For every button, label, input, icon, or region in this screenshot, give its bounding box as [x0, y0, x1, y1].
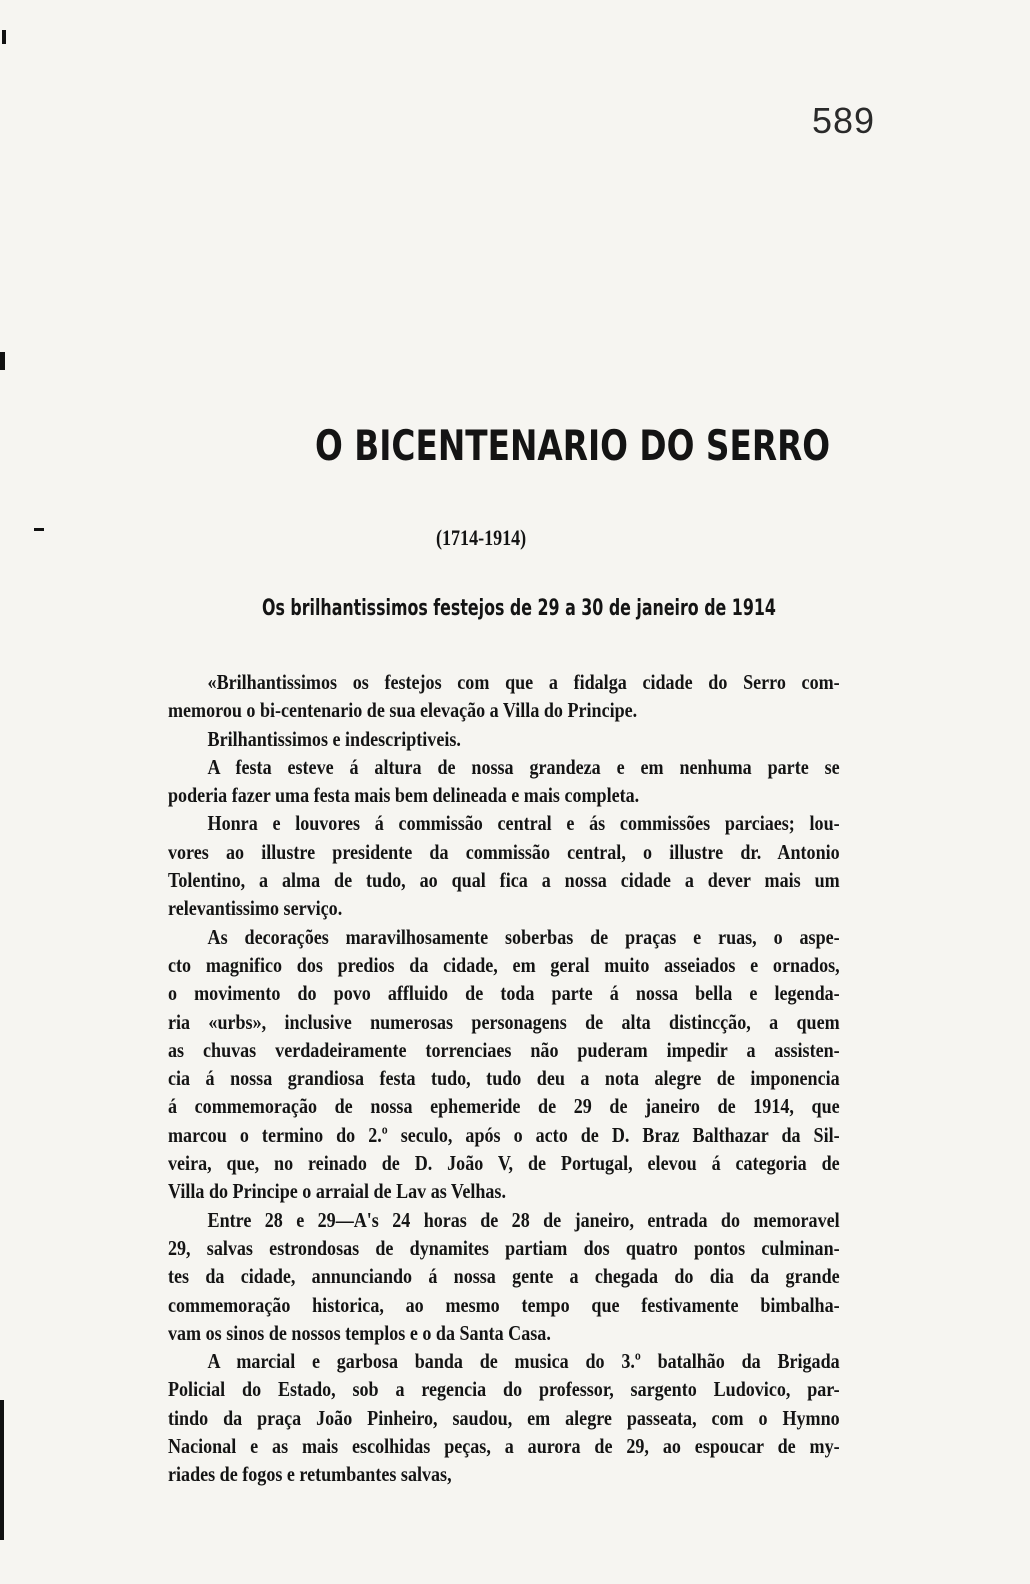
text-line: commemoração historica, ao mesmo tempo que festivamente bimbalha-: [168, 1292, 840, 1317]
text-line: Brilhantissimos e indescriptiveis.: [207, 726, 461, 751]
text-line: riades de fogos e retumbantes salvas,: [168, 1462, 452, 1487]
text-line: poderia fazer uma festa mais bem delineada e mais completa.: [168, 783, 640, 808]
text-line: vam os sinos de nossos templos e o da Santa Casa.: [168, 1320, 551, 1345]
text-line: 29, salvas estrondosas de dynamites partiam dos quatro pontos culminan-: [168, 1235, 840, 1260]
text-line: veira, que, no reinado de D. João V, de Portugal, elevou á categoria de: [168, 1151, 840, 1176]
text-line: as chuvas verdadeiramente torrenciaes não puderam impedir a assisten-: [168, 1037, 840, 1062]
text-line: A marcial e garbosa banda de musica do 3.º batalhão da Brigada: [207, 1349, 840, 1374]
text-line: cto magnifico dos predios da cidade, em geral muito asseiados e ornados,: [168, 952, 840, 977]
scan-mark: [34, 528, 44, 531]
text-line: Tolentino, a alma de tudo, ao qual fica a nossa cidade a dever mais um: [168, 868, 840, 893]
article-years: (1714-1914): [436, 525, 527, 550]
text-line: á commemoração de nossa ephemeride de 29 de janeiro de 1914, que: [168, 1094, 840, 1119]
text-line: Villa do Principe o arraial de Lav as Velhas.: [168, 1179, 506, 1204]
text-line: o movimento do povo affluido de toda parte á nossa bella e legenda-: [168, 981, 840, 1006]
scan-mark: [0, 1400, 4, 1540]
text-line: memorou o bi-centenario de sua elevação a Villa do Principe.: [168, 698, 638, 723]
article-subtitle: Os brilhantissimos festejos de 29 a 30 de janeiro de 1914: [262, 596, 776, 621]
text-line: As decorações maravilhosamente soberbas de praças e ruas, o aspe-: [207, 924, 840, 949]
article-body: [168, 668, 840, 1489]
text-line: A festa esteve á altura de nossa grandeza e em nenhuma parte se: [207, 754, 840, 779]
text-line: marcou o termino do 2.º seculo, após o acto de D. Braz Balthazar da Sil-: [168, 1122, 840, 1147]
text-line: cia á nossa grandiosa festa tudo, tudo deu a nota alegre de imponencia: [168, 1066, 840, 1091]
scan-mark: [0, 352, 5, 370]
text-line: Nacional e as mais escolhidas peças, a aurora de 29, ao espoucar de my-: [168, 1434, 840, 1459]
text-line: relevantissimo serviço.: [168, 896, 343, 921]
text-line: Entre 28 e 29—A's 24 horas de 28 de janeiro, entrada do memoravel: [207, 1207, 840, 1232]
text-line: tindo da praça João Pinheiro, saudou, em alegre passeata, com o Hymno: [168, 1405, 840, 1430]
text-line: Policial do Estado, sob a regencia do professor, sargento Ludovico, par-: [168, 1377, 840, 1402]
text-line: ria «urbs», inclusive numerosas personagens de alta distincção, a quem: [168, 1009, 840, 1034]
article-title: O BICENTENARIO DO SERRO: [315, 421, 831, 470]
text-line: vores ao illustre presidente da commissão central, o illustre dr. Antonio: [168, 839, 840, 864]
text-line: tes da cidade, annunciando á nossa gente a chegada do dia da grande: [168, 1264, 840, 1289]
scan-mark: [2, 30, 6, 44]
text-line: Honra e louvores á commissão central e ás commissões parciaes; lou-: [207, 811, 840, 836]
text-line: «Brilhantissimos os festejos com que a fidalga cidade do Serro com-: [207, 670, 840, 694]
page-number: 589: [812, 100, 876, 141]
